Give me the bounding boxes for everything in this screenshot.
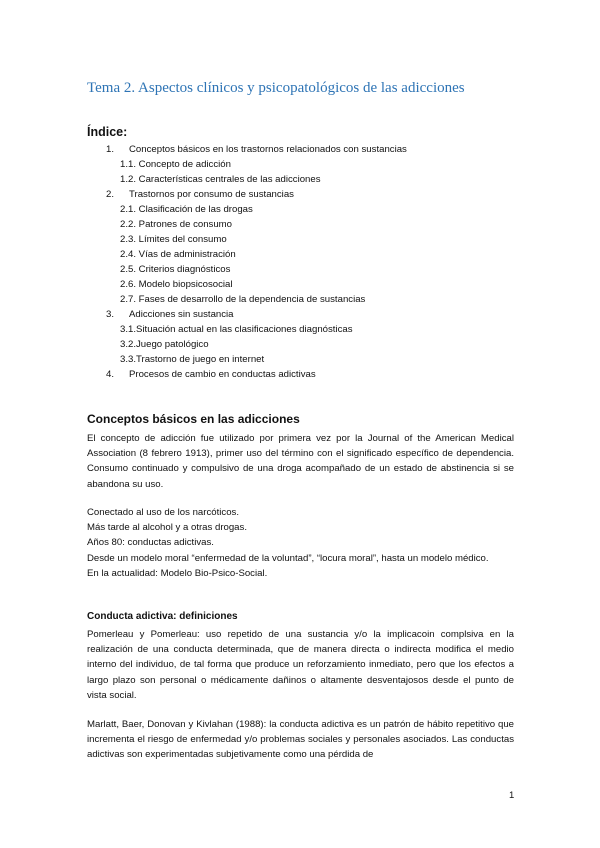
toc-text: 2.7. Fases de desarrollo de la dependencia de sustancias xyxy=(120,294,366,305)
toc-text: Adicciones sin sustancia xyxy=(129,309,234,320)
toc-number: 1. xyxy=(106,144,115,155)
toc-text: 1.2. Características centrales de las adicciones xyxy=(120,174,321,185)
toc-item xyxy=(120,217,232,232)
toc-item xyxy=(120,157,231,172)
toc-item xyxy=(120,352,264,367)
history-line: Desde un modelo moral “enfermedad de la voluntad”, “locura moral”, hasta un modelo médico. xyxy=(87,552,489,564)
toc-item xyxy=(106,187,294,202)
subheading: Conducta adictiva: definiciones xyxy=(87,611,238,622)
toc-item xyxy=(120,337,209,352)
toc-text: Conceptos básicos en los trastornos relacionados con sustancias xyxy=(129,144,407,155)
history-line: Más tarde al alcohol y a otras drogas. xyxy=(87,522,247,534)
definition-paragraph: Marlatt, Baer, Donovan y Kivlahan (1988): la conducta adictiva es un patrón de hábito repetitivo que incrementa el riesgo de enfermedad y/o problemas sociales y personales asociados. Las conductas adictivas son experimentadas subjetivamente como una pérdida de xyxy=(87,719,514,761)
toc-number: 4. xyxy=(106,369,115,380)
toc-text: 2.4. Vías de administración xyxy=(120,249,236,260)
toc-item xyxy=(120,322,353,337)
definition-paragraph: Pomerleau y Pomerleau: uso repetido de una sustancia y/o la implicacoin complsiva en la realización de una conducta determinada, que de manera directa o indirecta modifica el medio interno del individuo, de tal forma que produce un reforzamiento inmediato, pero que los efectos a largo plazo son personal o médicamente dañinos o altamente desventajosos desde el punto de vista social. xyxy=(87,629,514,701)
toc-item xyxy=(120,247,236,262)
toc-text: 2.2. Patrones de consumo xyxy=(120,219,232,230)
toc-item xyxy=(120,202,253,217)
intro-paragraph: El concepto de adicción fue utilizado por primera vez por la Journal of the American Medical Association (8 febrero 1913), primer uso del término con el significado específico de dependencia. Consumo continuado y compulsivo de una droga acompañado de un estado de abstinencia si se abandona su uso. xyxy=(87,433,514,490)
toc-item xyxy=(106,142,407,157)
toc-item xyxy=(120,277,233,292)
document-title: Tema 2. Aspectos clínicos y psicopatológicos de las adicciones xyxy=(87,80,465,96)
index-heading: Índice: xyxy=(87,125,128,139)
toc-item xyxy=(120,292,365,307)
toc-number: 2. xyxy=(106,189,115,200)
toc-item xyxy=(120,262,230,277)
toc-item xyxy=(120,232,227,247)
toc-text: Trastornos por consumo de sustancias xyxy=(129,189,294,200)
history-line: En la actualidad: Modelo Bio-Psico-Social. xyxy=(87,567,268,579)
toc-number: 3. xyxy=(106,309,115,320)
toc-text: 1.1. Concepto de adicción xyxy=(120,159,231,170)
toc-text: 2.6. Modelo biopsicosocial xyxy=(120,279,233,290)
section-heading: Conceptos básicos en las adicciones xyxy=(87,412,300,426)
history-line: Años 80: conductas adictivas. xyxy=(87,537,214,549)
toc-item xyxy=(106,307,234,322)
toc-text: 2.1. Clasificación de las drogas xyxy=(120,204,253,215)
toc-text: 2.3. Límites del consumo xyxy=(120,234,227,245)
toc-text: 2.5. Criterios diagnósticos xyxy=(120,264,231,275)
history-line: Conectado al uso de los narcóticos. xyxy=(87,507,239,518)
toc-text: 3.3.Trastorno de juego en internet xyxy=(120,354,265,365)
toc-text: 3.2.Juego patológico xyxy=(120,339,209,350)
history-list xyxy=(87,505,514,581)
toc-text: Procesos de cambio en conductas adictivas xyxy=(129,369,316,380)
page-number: 1 xyxy=(509,790,515,801)
toc-item xyxy=(106,367,316,382)
toc-item xyxy=(120,172,321,187)
toc-text: 3.1.Situación actual en las clasificaciones diagnósticas xyxy=(120,324,353,335)
